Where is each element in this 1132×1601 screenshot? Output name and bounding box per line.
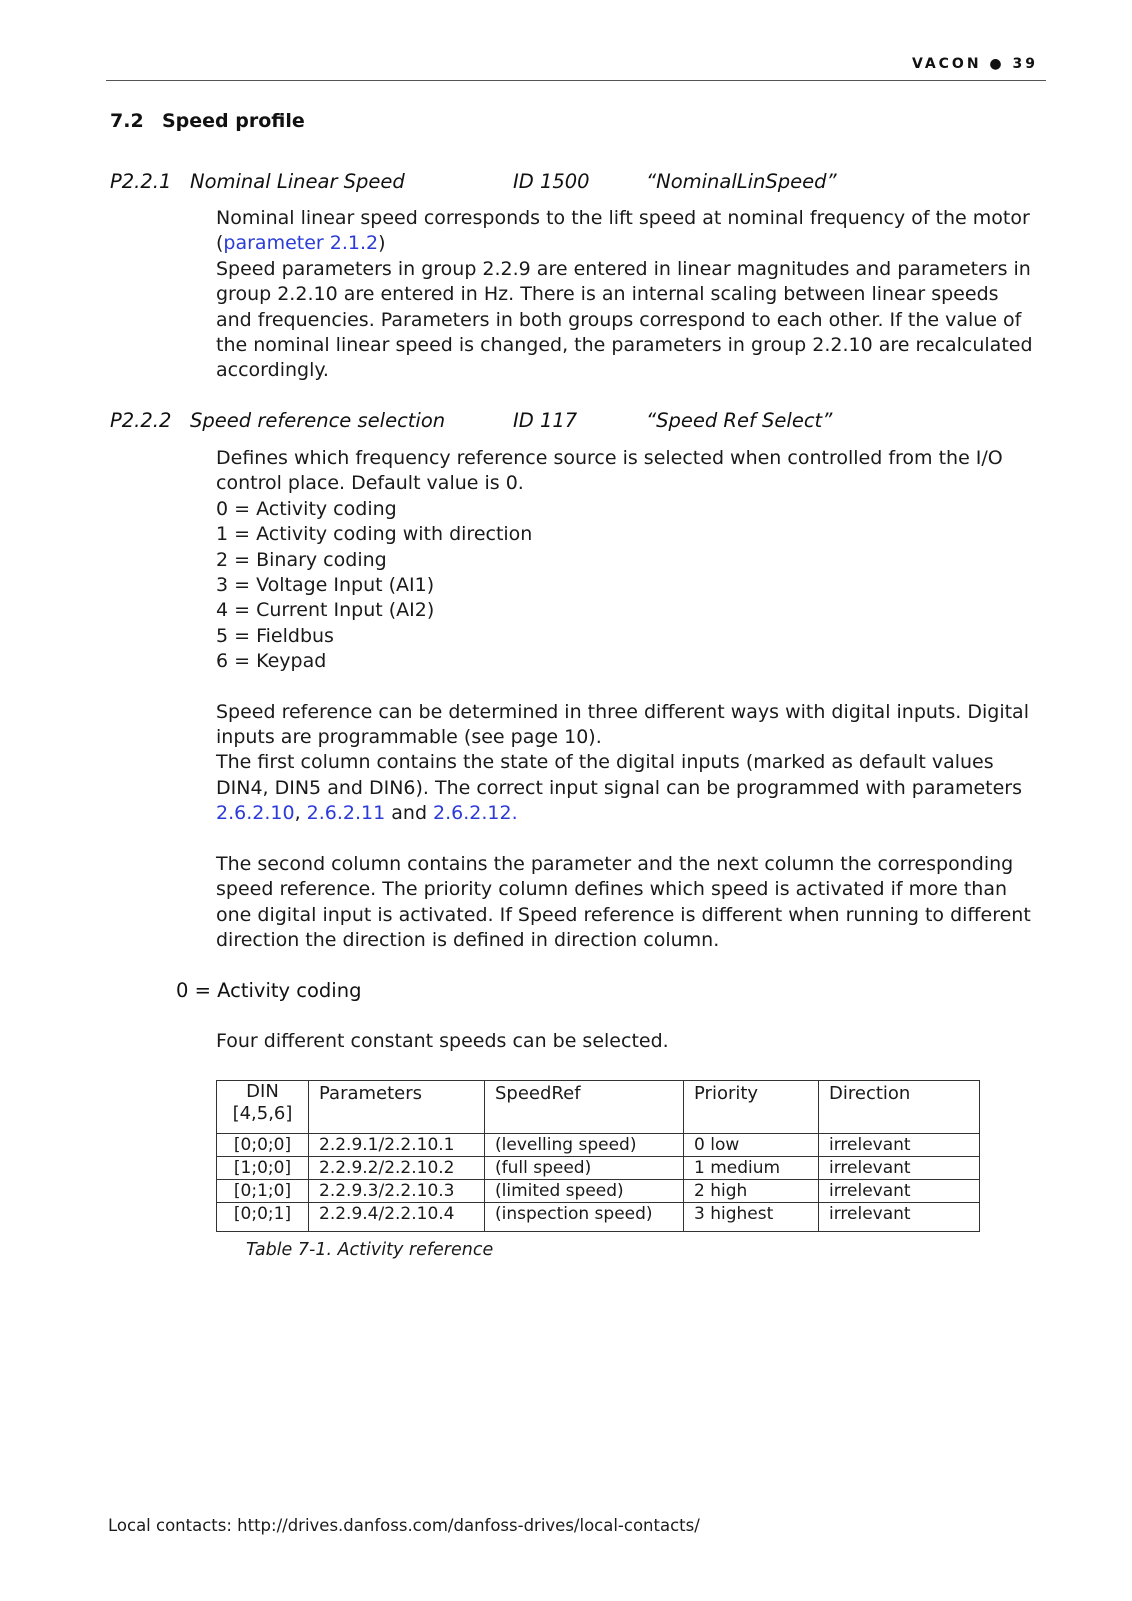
p2-para-c: The second column contains the parameter and the next column the corresponding speed reference. The priority column defines which speed is activated if more than one digital input is activated. If Speed reference is different when running to different direction the direction is defined in direction column. [216,852,1031,951]
parameter-link[interactable]: parameter 2.1.2 [223,232,379,255]
activity-coding-heading: 0 = Activity coding [176,979,362,1002]
footer-contacts: Local contacts: http://drives.danfoss.com/danfoss-drives/local-contacts/ [108,1516,700,1535]
param-name: Nominal Linear Speed [190,170,405,193]
option-5: 5 = Fieldbus [216,624,334,647]
param-name: Speed reference selection [190,409,446,432]
param-alias: “NominalLinSpeed” [646,170,837,193]
option-0: 0 = Activity coding [216,497,397,520]
param-id: ID 1500 [513,170,590,193]
section-number: 7.2 [110,110,144,132]
table-caption: Table 7-1. Activity reference [246,1240,494,1260]
option-4: 4 = Current Input (AI2) [216,599,435,622]
param-code: P2.2.1 [110,170,172,193]
table-row: [0;0;1] 2.2.9.4/2.2.10.4 (inspection speed) 3 highest irrelevant [217,1203,980,1232]
table-row: [0;0;0] 2.2.9.1/2.2.10.1 (levelling speed) 0 low irrelevant [217,1134,980,1157]
section-title [110,110,305,132]
param-link-2-6-2-12[interactable]: 2.6.2.12. [433,802,518,825]
param-link-2-6-2-10[interactable]: 2.6.2.10 [216,802,295,825]
p1-line1: Nominal linear speed corresponds to the lift speed at nominal frequency of the motor [216,207,1030,229]
p1-description [216,206,1036,384]
p2-para-a: Speed reference can be determined in three different ways with digital inputs. Digital inputs are programmable (see page 10). [216,700,1029,749]
table-row: [1;0;0] 2.2.9.2/2.2.10.2 (full speed) 1 medium irrelevant [217,1157,980,1180]
option-6: 6 = Keypad [216,650,327,673]
header-speedref: SpeedRef [485,1081,684,1134]
p1-para2: Speed parameters in group 2.2.9 are entered in linear magnitudes and parameters in group 2.2.10 are entered in Hz. There is an internal scaling between linear speeds and frequencies. Parameters in both groups correspond to each other. If the value of the nominal linear speed is changed, the parameters in group 2.2.10 are recalculated accordingly. [216,257,1033,382]
option-1: 1 = Activity coding with direction [216,523,533,546]
option-2: 2 = Binary coding [216,548,387,571]
param-id: ID 117 [513,409,578,432]
param-code: P2.2.2 [110,409,172,432]
table-row: [0;1;0] 2.2.9.3/2.2.10.3 (limited speed) 2 high irrelevant [217,1180,980,1203]
param-link-2-6-2-11[interactable]: 2.6.2.11 [306,802,386,825]
option-3: 3 = Voltage Input (AI1) [216,574,435,597]
page-header [106,54,1046,81]
header-direction: Direction [819,1081,980,1134]
activity-text: Four different constant speeds can be selected. [216,1030,669,1052]
header-din: DIN [4,5,6] [217,1081,309,1134]
header-parameters: Parameters [309,1081,485,1134]
p2-para-b: The first column contains the state of the digital inputs (marked as default values DIN4, DIN5 and DIN6). The correct input signal can be programmed with parameters 2.6.2.10, 2.6.2.11 and 2.6.2.12. [216,751,1023,825]
header-brand-page: VACON ● 39 [911,56,1038,72]
p2-description [216,446,1036,953]
activity-reference-table [216,1080,980,1232]
table-header-row [217,1081,980,1134]
p1-line2: (parameter 2.1.2) [216,232,386,255]
section-title-text: Speed profile [162,110,305,132]
p2-intro: Defines which frequency reference source is selected when controlled from the I/O control place. Default value is 0. [216,447,1003,495]
param-alias: “Speed Ref Select” [646,409,833,432]
header-priority: Priority [684,1081,819,1134]
